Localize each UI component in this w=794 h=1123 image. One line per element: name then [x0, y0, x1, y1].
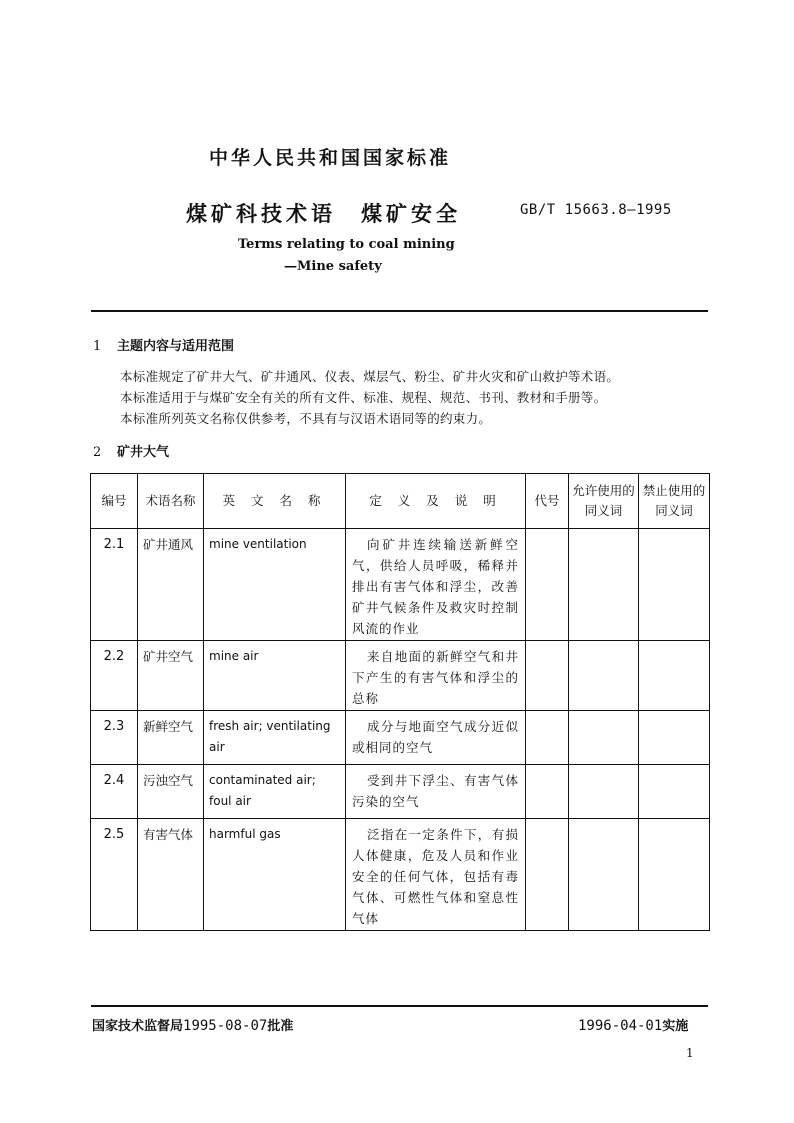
table-row — [91, 529, 710, 641]
term-definition: 受到井下浮尘、有害气体污染的空气 — [346, 765, 526, 819]
section-1-paragraph-1: 本标准规定了矿井大气、矿井通风、仪表、煤层气、粉尘、矿井火灾和矿山救护等术语。 — [120, 369, 620, 384]
term-allowed-synonym — [569, 819, 639, 931]
term-code — [526, 765, 569, 819]
section-1-paragraph-3: 本标准所列英文名称仅供参考，不具有与汉语术语同等的约束力。 — [120, 411, 492, 426]
implementation-date: 1996-04-01 — [578, 1018, 663, 1034]
national-standard-heading: 中华人民共和国国家标准 — [208, 147, 451, 169]
term-forbidden-synonym — [639, 529, 710, 641]
table-row — [91, 711, 710, 765]
table-row — [91, 641, 710, 711]
header-num: 编号 — [91, 474, 138, 529]
term-allowed-synonym — [569, 711, 639, 765]
footer-divider — [91, 1005, 708, 1007]
document-title-cn: 煤矿科技术语 煤矿安全 — [186, 201, 461, 226]
term-forbidden-synonym — [639, 711, 710, 765]
term-definition: 泛指在一定条件下，有损人体健康，危及人员和作业安全的任何气体，包括有毒气体、可燃性气体和窒息性气体 — [346, 819, 526, 931]
section-2-number: 2 — [93, 445, 102, 460]
term-code — [526, 641, 569, 711]
approval-suffix: 批准 — [267, 1019, 294, 1034]
term-forbidden-synonym — [639, 765, 710, 819]
approval-org: 国家技术监督局 — [92, 1019, 184, 1034]
term-code — [526, 711, 569, 765]
header-term: 术语名称 — [138, 474, 204, 529]
term-name: 有害气体 — [138, 819, 204, 931]
term-english: harmful gas — [204, 819, 346, 931]
header-allowed-synonyms: 允许使用的同义词 — [569, 474, 639, 529]
term-forbidden-synonym — [639, 819, 710, 931]
header-code: 代号 — [526, 474, 569, 529]
header-english: 英 文 名 称 — [204, 474, 346, 529]
term-number: 2.5 — [91, 819, 138, 931]
term-name: 新鲜空气 — [138, 711, 204, 765]
section-2-title: 矿井大气 — [117, 445, 170, 460]
implementation-line — [578, 1015, 688, 1034]
term-definition: 向矿井连续输送新鲜空气，供给人员呼吸，稀释并排出有害气体和浮尘，改善矿井气候条件及救灾时控制风流的作业 — [346, 529, 526, 641]
term-code — [526, 819, 569, 931]
term-english: mine ventilation — [204, 529, 346, 641]
term-number: 2.3 — [91, 711, 138, 765]
term-allowed-synonym — [569, 765, 639, 819]
section-1-paragraph-2: 本标准适用于与煤矿安全有关的所有文件、标准、规程、规范、书刊、教材和手册等。 — [120, 390, 607, 405]
section-1-number: 1 — [93, 339, 102, 354]
document-title-en-line2: —Mine safety — [284, 259, 382, 274]
page-number: 1 — [686, 1046, 694, 1060]
section-2-heading — [93, 441, 169, 460]
term-name: 污浊空气 — [138, 765, 204, 819]
term-english: contaminated air; foul air — [204, 765, 346, 819]
table-row — [91, 765, 710, 819]
standard-code: GB/T 15663.8—1995 — [520, 202, 672, 218]
table-header-row — [91, 474, 710, 529]
term-allowed-synonym — [569, 641, 639, 711]
term-english: mine air — [204, 641, 346, 711]
term-name: 矿井通风 — [138, 529, 204, 641]
header-forbidden-synonyms: 禁止使用的同义词 — [639, 474, 710, 529]
term-name: 矿井空气 — [138, 641, 204, 711]
document-title-en-line1: Terms relating to coal mining — [238, 237, 455, 252]
implementation-suffix: 实施 — [662, 1019, 689, 1034]
term-definition: 成分与地面空气成分近似或相同的空气 — [346, 711, 526, 765]
approval-line — [92, 1015, 293, 1034]
header-divider — [91, 310, 708, 312]
term-number: 2.2 — [91, 641, 138, 711]
term-definition: 来自地面的新鲜空气和井下产生的有害气体和浮尘的总称 — [346, 641, 526, 711]
term-number: 2.4 — [91, 765, 138, 819]
section-1-heading — [93, 335, 234, 354]
terms-table — [90, 473, 710, 931]
section-1-title: 主题内容与适用范围 — [117, 339, 235, 354]
approval-date: 1995-08-07 — [183, 1018, 268, 1034]
term-allowed-synonym — [569, 529, 639, 641]
header-definition: 定 义 及 说 明 — [346, 474, 526, 529]
term-forbidden-synonym — [639, 641, 710, 711]
term-code — [526, 529, 569, 641]
term-number: 2.1 — [91, 529, 138, 641]
table-row — [91, 819, 710, 931]
term-english: fresh air; ventilating air — [204, 711, 346, 765]
